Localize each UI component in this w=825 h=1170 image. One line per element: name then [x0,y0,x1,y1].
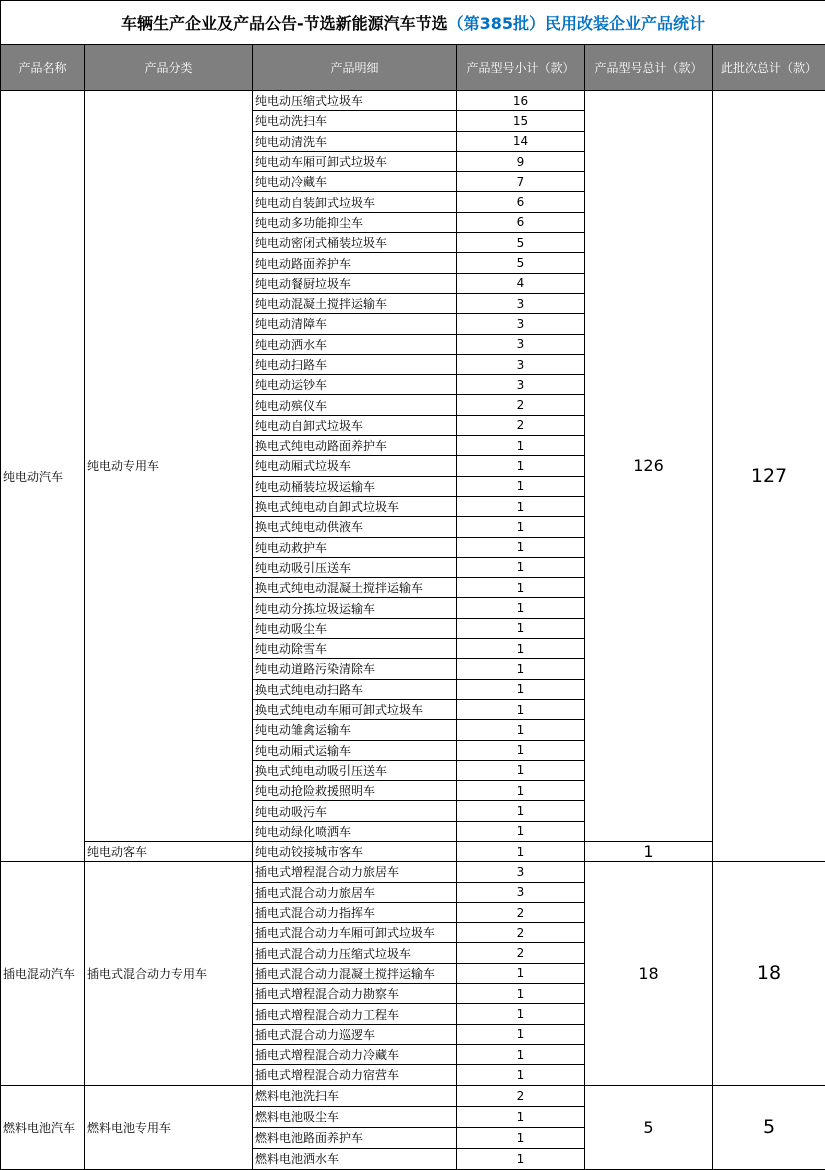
detail-cell: 换电式纯电动混凝土搅拌运输车 [253,578,457,598]
detail-cell: 燃料电池路面养护车 [253,1127,457,1148]
subtotal-cell: 1 [457,781,585,801]
subtotal-cell: 16 [457,91,585,111]
detail-cell: 纯电动自装卸式垃圾车 [253,192,457,212]
category-cell: 插电式混合动力专用车 [85,862,253,1085]
subtotal-cell: 1 [457,841,585,861]
subtotal-cell: 1 [457,1024,585,1044]
subtotal-cell: 1 [457,1106,585,1127]
subtotal-cell: 1 [457,436,585,456]
subtotal-cell: 2 [457,415,585,435]
detail-cell: 插电式混合动力混凝土搅拌运输车 [253,963,457,983]
subtotal-cell: 1 [457,740,585,760]
detail-cell: 纯电动雏禽运输车 [253,720,457,740]
header-model-total: 产品型号总计（款） [585,45,713,91]
batch-total-cell: 127 [713,91,825,862]
detail-cell: 纯电动救护车 [253,537,457,557]
subtotal-cell: 14 [457,131,585,151]
subtotal-cell: 1 [457,476,585,496]
header-category: 产品分类 [85,45,253,91]
detail-cell: 纯电动吸污车 [253,801,457,821]
detail-cell: 纯电动餐厨垃圾车 [253,273,457,293]
detail-cell: 插电式混合动力车厢可卸式垃圾车 [253,923,457,943]
detail-cell: 插电式混合动力巡逻车 [253,1024,457,1044]
subtotal-cell: 1 [457,496,585,516]
subtotal-cell: 6 [457,212,585,232]
subtotal-cell: 1 [457,963,585,983]
detail-cell: 燃料电池吸尘车 [253,1106,457,1127]
subtotal-cell: 3 [457,293,585,313]
subtotal-cell: 1 [457,578,585,598]
subtotal-cell: 1 [457,1065,585,1085]
detail-cell: 纯电动多功能抑尘车 [253,212,457,232]
detail-cell: 纯电动吸引压送车 [253,557,457,577]
detail-cell: 纯电动冷藏车 [253,172,457,192]
product-name-cell: 纯电动汽车 [1,91,85,862]
subtotal-cell: 2 [457,902,585,922]
subtotal-cell: 1 [457,821,585,841]
detail-cell: 纯电动运钞车 [253,375,457,395]
subtotal-cell: 1 [457,517,585,537]
subtotal-cell: 1 [457,639,585,659]
title-highlight: （第385批）民用改装企业产品统计 [448,14,705,33]
header-subtotal: 产品型号小计（款） [457,45,585,91]
subtotal-cell: 5 [457,233,585,253]
header-detail: 产品明细 [253,45,457,91]
table-row [1,91,825,111]
detail-cell: 纯电动绿化喷洒车 [253,821,457,841]
category-cell: 纯电动客车 [85,841,253,861]
detail-cell: 纯电动除雪车 [253,639,457,659]
subtotal-cell: 1 [457,760,585,780]
detail-cell: 纯电动密闭式桶装垃圾车 [253,233,457,253]
title-main: 车辆生产企业及产品公告-节选新能源汽车节选 [121,14,448,33]
subtotal-cell: 5 [457,253,585,273]
subtotal-cell: 1 [457,618,585,638]
subtotal-cell: 1 [457,557,585,577]
subtotal-cell: 1 [457,598,585,618]
detail-cell: 纯电动混凝土搅拌运输车 [253,293,457,313]
subtotal-cell: 1 [457,1044,585,1064]
subtotal-cell: 3 [457,354,585,374]
detail-cell: 燃料电池洒水车 [253,1148,457,1169]
subtotal-cell: 2 [457,1085,585,1106]
table-row [1,1085,825,1106]
subtotal-cell: 3 [457,862,585,882]
subtotal-cell: 1 [457,1127,585,1148]
detail-cell: 纯电动分拣垃圾运输车 [253,598,457,618]
detail-cell: 纯电动殡仪车 [253,395,457,415]
subtotal-cell: 1 [457,659,585,679]
detail-cell: 纯电动抢险救援照明车 [253,781,457,801]
detail-cell: 插电式增程混合动力冷藏车 [253,1044,457,1064]
detail-cell: 纯电动自卸式垃圾车 [253,415,457,435]
detail-cell: 纯电动扫路车 [253,354,457,374]
table-title [1,1,825,45]
subtotal-cell: 1 [457,984,585,1004]
model-total-cell: 5 [585,1085,713,1169]
category-cell: 纯电动专用车 [85,91,253,842]
batch-total-cell: 18 [713,862,825,1085]
subtotal-cell: 1 [457,456,585,476]
subtotal-cell: 3 [457,314,585,334]
detail-cell: 纯电动厢式运输车 [253,740,457,760]
subtotal-cell: 3 [457,375,585,395]
subtotal-cell: 1 [457,801,585,821]
subtotal-cell: 3 [457,882,585,902]
detail-cell: 纯电动厢式垃圾车 [253,456,457,476]
detail-cell: 插电式混合动力压缩式垃圾车 [253,943,457,963]
detail-cell: 插电式增程混合动力宿营车 [253,1065,457,1085]
detail-cell: 纯电动铰接城市客车 [253,841,457,861]
header-batch-total: 此批次总计（款） [713,45,825,91]
subtotal-cell: 1 [457,679,585,699]
detail-cell: 纯电动道路污染清除车 [253,659,457,679]
header-row [1,45,825,91]
detail-cell: 插电式增程混合动力旅居车 [253,862,457,882]
subtotal-cell: 3 [457,334,585,354]
batch-total-cell: 5 [713,1085,825,1169]
subtotal-cell: 6 [457,192,585,212]
subtotal-cell: 2 [457,395,585,415]
subtotal-cell: 4 [457,273,585,293]
subtotal-cell: 15 [457,111,585,131]
detail-cell: 换电式纯电动车厢可卸式垃圾车 [253,699,457,719]
table-row [1,862,825,882]
subtotal-cell: 1 [457,720,585,740]
subtotal-cell: 1 [457,1148,585,1169]
product-name-cell: 插电混动汽车 [1,862,85,1085]
subtotal-cell: 2 [457,943,585,963]
category-cell: 燃料电池专用车 [85,1085,253,1169]
subtotal-cell: 2 [457,923,585,943]
detail-cell: 换电式纯电动自卸式垃圾车 [253,496,457,516]
detail-cell: 纯电动清障车 [253,314,457,334]
detail-cell: 插电式混合动力旅居车 [253,882,457,902]
detail-cell: 燃料电池洗扫车 [253,1085,457,1106]
detail-cell: 纯电动洗扫车 [253,111,457,131]
detail-cell: 换电式纯电动路面养护车 [253,436,457,456]
detail-cell: 纯电动压缩式垃圾车 [253,91,457,111]
detail-cell: 换电式纯电动吸引压送车 [253,760,457,780]
product-name-cell: 燃料电池汽车 [1,1085,85,1169]
detail-cell: 插电式增程混合动力工程车 [253,1004,457,1024]
subtotal-cell: 1 [457,1004,585,1024]
detail-cell: 纯电动清洗车 [253,131,457,151]
header-product-name: 产品名称 [1,45,85,91]
subtotal-cell: 1 [457,699,585,719]
detail-cell: 换电式纯电动扫路车 [253,679,457,699]
subtotal-cell: 1 [457,537,585,557]
detail-cell: 插电式增程混合动力勘察车 [253,984,457,1004]
detail-cell: 纯电动吸尘车 [253,618,457,638]
detail-cell: 插电式混合动力指挥车 [253,902,457,922]
detail-cell: 纯电动车厢可卸式垃圾车 [253,151,457,171]
detail-cell: 纯电动路面养护车 [253,253,457,273]
detail-cell: 纯电动洒水车 [253,334,457,354]
table-body [1,91,825,1170]
table-row [1,841,825,861]
model-total-cell: 18 [585,862,713,1085]
model-total-cell: 1 [585,841,713,861]
detail-cell: 纯电动桶装垃圾运输车 [253,476,457,496]
detail-cell: 换电式纯电动供液车 [253,517,457,537]
subtotal-cell: 7 [457,172,585,192]
model-total-cell: 126 [585,91,713,842]
subtotal-cell: 9 [457,151,585,171]
